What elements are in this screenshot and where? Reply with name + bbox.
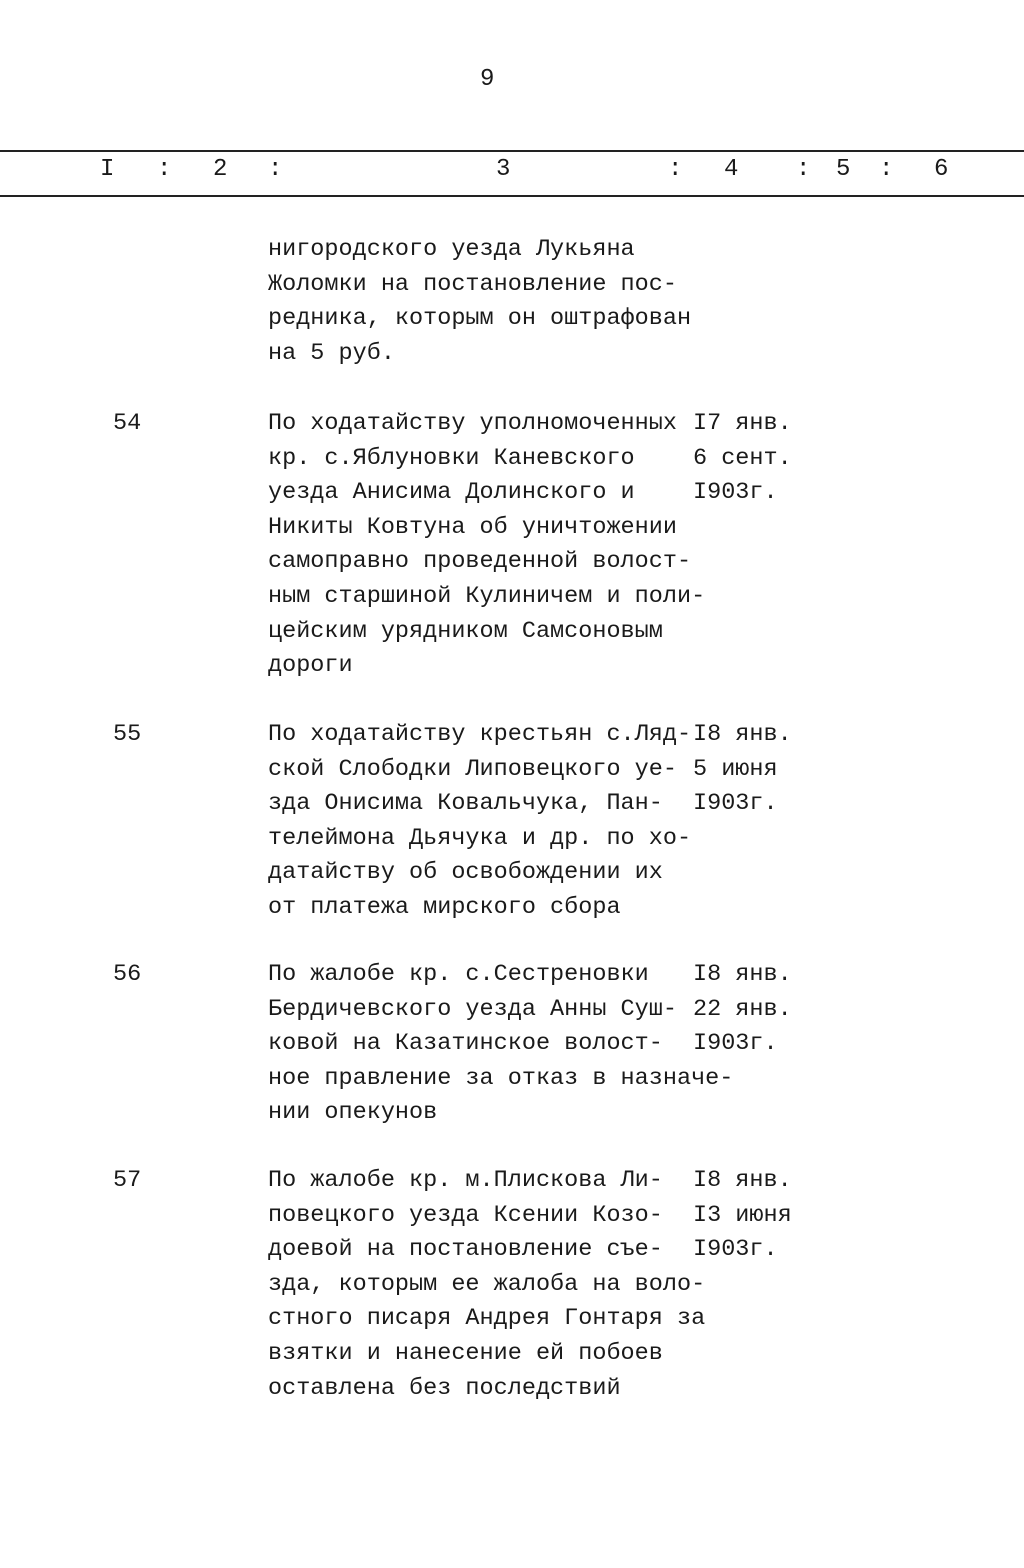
description-line: телеймона Дьячука и др. по хо- [268,824,692,852]
column-6-label: 6 [934,156,949,183]
description-line: повецкого уезда Ксении Козо- [268,1201,663,1229]
description-line: нигородского уезда Лукьяна [268,236,635,263]
description-line: По ходатайству уполномоченных [268,410,677,437]
description-line: нии опекунов [268,1099,438,1127]
column-4-label: 4 [724,156,739,183]
column-2-label: 2 [213,156,228,183]
date-line: 6 сент. [693,444,792,472]
description-line: Никиты Ковтуна об уничтожении [268,513,677,541]
description-line: уезда Анисима Долинского и [268,479,635,507]
entry-number: 56 [113,961,142,988]
description-line: ное правление за отказ в назначе- [268,1064,734,1092]
description-line: оставлена без последствий [268,1374,621,1402]
column-separator: : [668,156,683,183]
entry-description [268,1164,705,1406]
date-line: I8 янв. [693,1167,792,1194]
entry-description [268,407,705,684]
description-line: цейским урядником Самсоновым [268,617,663,645]
column-separator: : [796,156,811,183]
column-5-label: 5 [836,156,851,183]
page-number: 9 [480,66,495,93]
entry-dates [693,958,792,1062]
description-line: доевой на постановление съе- [268,1236,663,1264]
column-1-label: I [100,156,115,183]
description-line: По жалобе кр. м.Плискова Ли- [268,1167,663,1194]
column-separator: : [879,156,894,183]
description-line: кр. с.Яблуновки Каневского [268,444,635,472]
description-line: ской Слободки Липовецкого уе- [268,755,677,783]
table-header-bottom-rule [0,195,1024,197]
date-line: 5 июня [693,755,778,783]
description-line: ковой на Казатинское волост- [268,1030,663,1058]
date-line: I7 янв. [693,410,792,437]
date-line: I903г. [693,1236,778,1264]
description-line: зда Онисима Ковальчука, Пан- [268,790,663,818]
description-line: Жоломки на постановление пос- [268,270,677,298]
description-line: стного писаря Андрея Гонтаря за [268,1305,706,1333]
entry-dates [693,407,792,511]
entry-description [268,233,691,371]
date-line: I8 янв. [693,961,792,988]
entry-number: 54 [113,410,142,437]
description-line: на 5 руб. [268,339,395,367]
description-line: дороги [268,652,353,680]
date-line: I903г. [693,479,778,507]
date-line: I3 июня [693,1201,792,1229]
entry-description [268,958,733,1131]
description-line: ным старшиной Кулиничем и поли- [268,582,706,610]
entry-number: 55 [113,721,142,748]
entry-dates [693,718,792,822]
description-line: самоправно проведенной волост- [268,548,692,576]
column-3-label: 3 [496,156,511,183]
date-line: I8 янв. [693,721,792,748]
description-line: взятки и нанесение ей побоев [268,1339,663,1367]
date-line: I903г. [693,790,778,818]
date-line: 22 янв. [693,995,792,1023]
description-line: датайству об освобождении их [268,859,663,887]
column-separator: : [157,156,172,183]
description-line: По ходатайству крестьян с.Ляд- [268,721,692,748]
description-line: редника, которым он оштрафован [268,305,692,333]
date-line: I903г. [693,1030,778,1058]
description-line: от платежа мирского сбора [268,893,621,921]
entry-dates [693,1164,792,1268]
description-line: По жалобе кр. с.Сестреновки [268,961,649,988]
table-column-header [0,156,1024,190]
column-separator: : [268,156,283,183]
description-line: Бердичевского уезда Анны Суш- [268,995,677,1023]
entry-number: 57 [113,1167,142,1194]
entry-description [268,718,691,926]
table-header-top-rule [0,150,1024,152]
description-line: зда, которым ее жалоба на воло- [268,1270,706,1298]
